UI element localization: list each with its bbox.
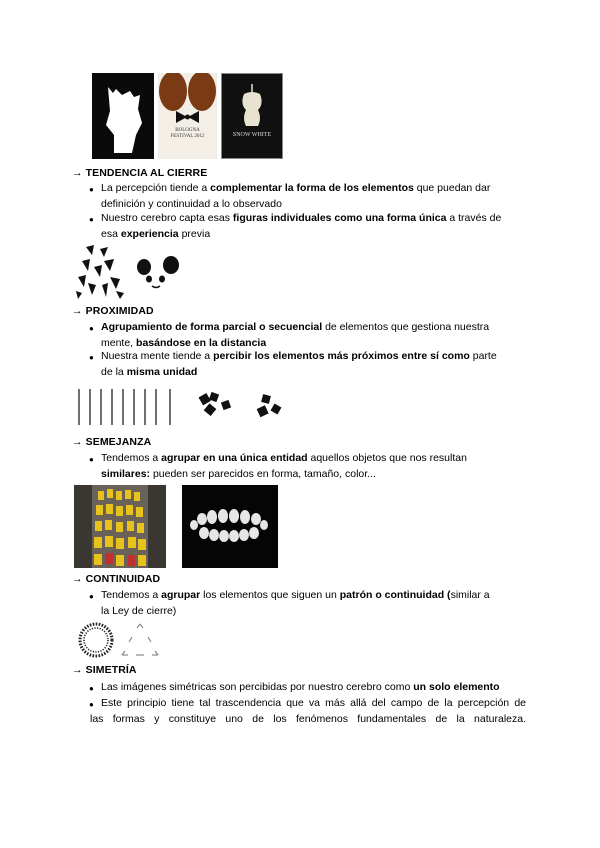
cierre-bullet-2: ● Nuestro cerebro capta esas figuras individuales como una forma única a través de esa experiencia previa <box>101 211 531 242</box>
poster-snow-white <box>221 73 283 159</box>
simetria-bullet-1: ● Las imágenes simétricas son percibidas por nuestro cerebro como un solo elemento <box>101 680 541 696</box>
poster-bear <box>92 73 154 159</box>
dashed-triangle-image <box>120 622 160 658</box>
proximity-squares-image <box>196 389 288 425</box>
taxis-image <box>74 485 166 568</box>
heading-semejanza: → SEMEJANZA <box>72 436 152 448</box>
heading-cierre: → TENDENCIA AL CIERRE <box>72 167 208 179</box>
panda-image <box>135 253 181 293</box>
cierre-bullet-1: ● La percepción tiende a complementar la forma de los elementos que puedan dar definición y continuidad a lo observado <box>101 181 531 212</box>
simetria-bullet-2: ● Este principio tiene tal trascendencia que va más allá del campo de la percepción de <box>101 696 526 712</box>
dotted-circle-image <box>76 620 116 660</box>
semejanza-bullet-1: ● Tendemos a agrupar en una única entidad aquellos objetos que nos resultan similares: pueden ser parecidos en forma, tamaño, color... <box>101 451 531 482</box>
dalmatian-image <box>74 243 126 300</box>
teeth-image <box>182 485 278 568</box>
heading-continuidad: → CONTINUIDAD <box>72 573 161 585</box>
heading-proximidad: → PROXIMIDAD <box>72 305 154 317</box>
proximidad-bullet-2: ● Nuestra mente tiende a percibir los elementos más próximos entre sí como parte de la misma unidad <box>101 349 531 380</box>
heading-simetria: → SIMETRÍA <box>72 664 137 676</box>
poster-festival <box>158 73 217 159</box>
proximity-lines-image <box>76 389 176 425</box>
festival-title: BOLOGNA FESTIVAL 2012 <box>170 128 205 139</box>
simetria-bullet-2-cont: las formas y constituye uno de los fenómenos fundamentales de la naturaleza. <box>90 713 526 725</box>
proximidad-bullet-1: ● Agrupamiento de forma parcial o secuencial de elementos que gestiona nuestra mente, basándose en la distancia <box>101 320 531 351</box>
continuidad-bullet-1: ● Tendemos a agrupar los elementos que siguen un patrón o continuidad (similar a la Ley de cierre) <box>101 588 531 619</box>
snow-title: SNOW WHITE <box>232 132 272 138</box>
